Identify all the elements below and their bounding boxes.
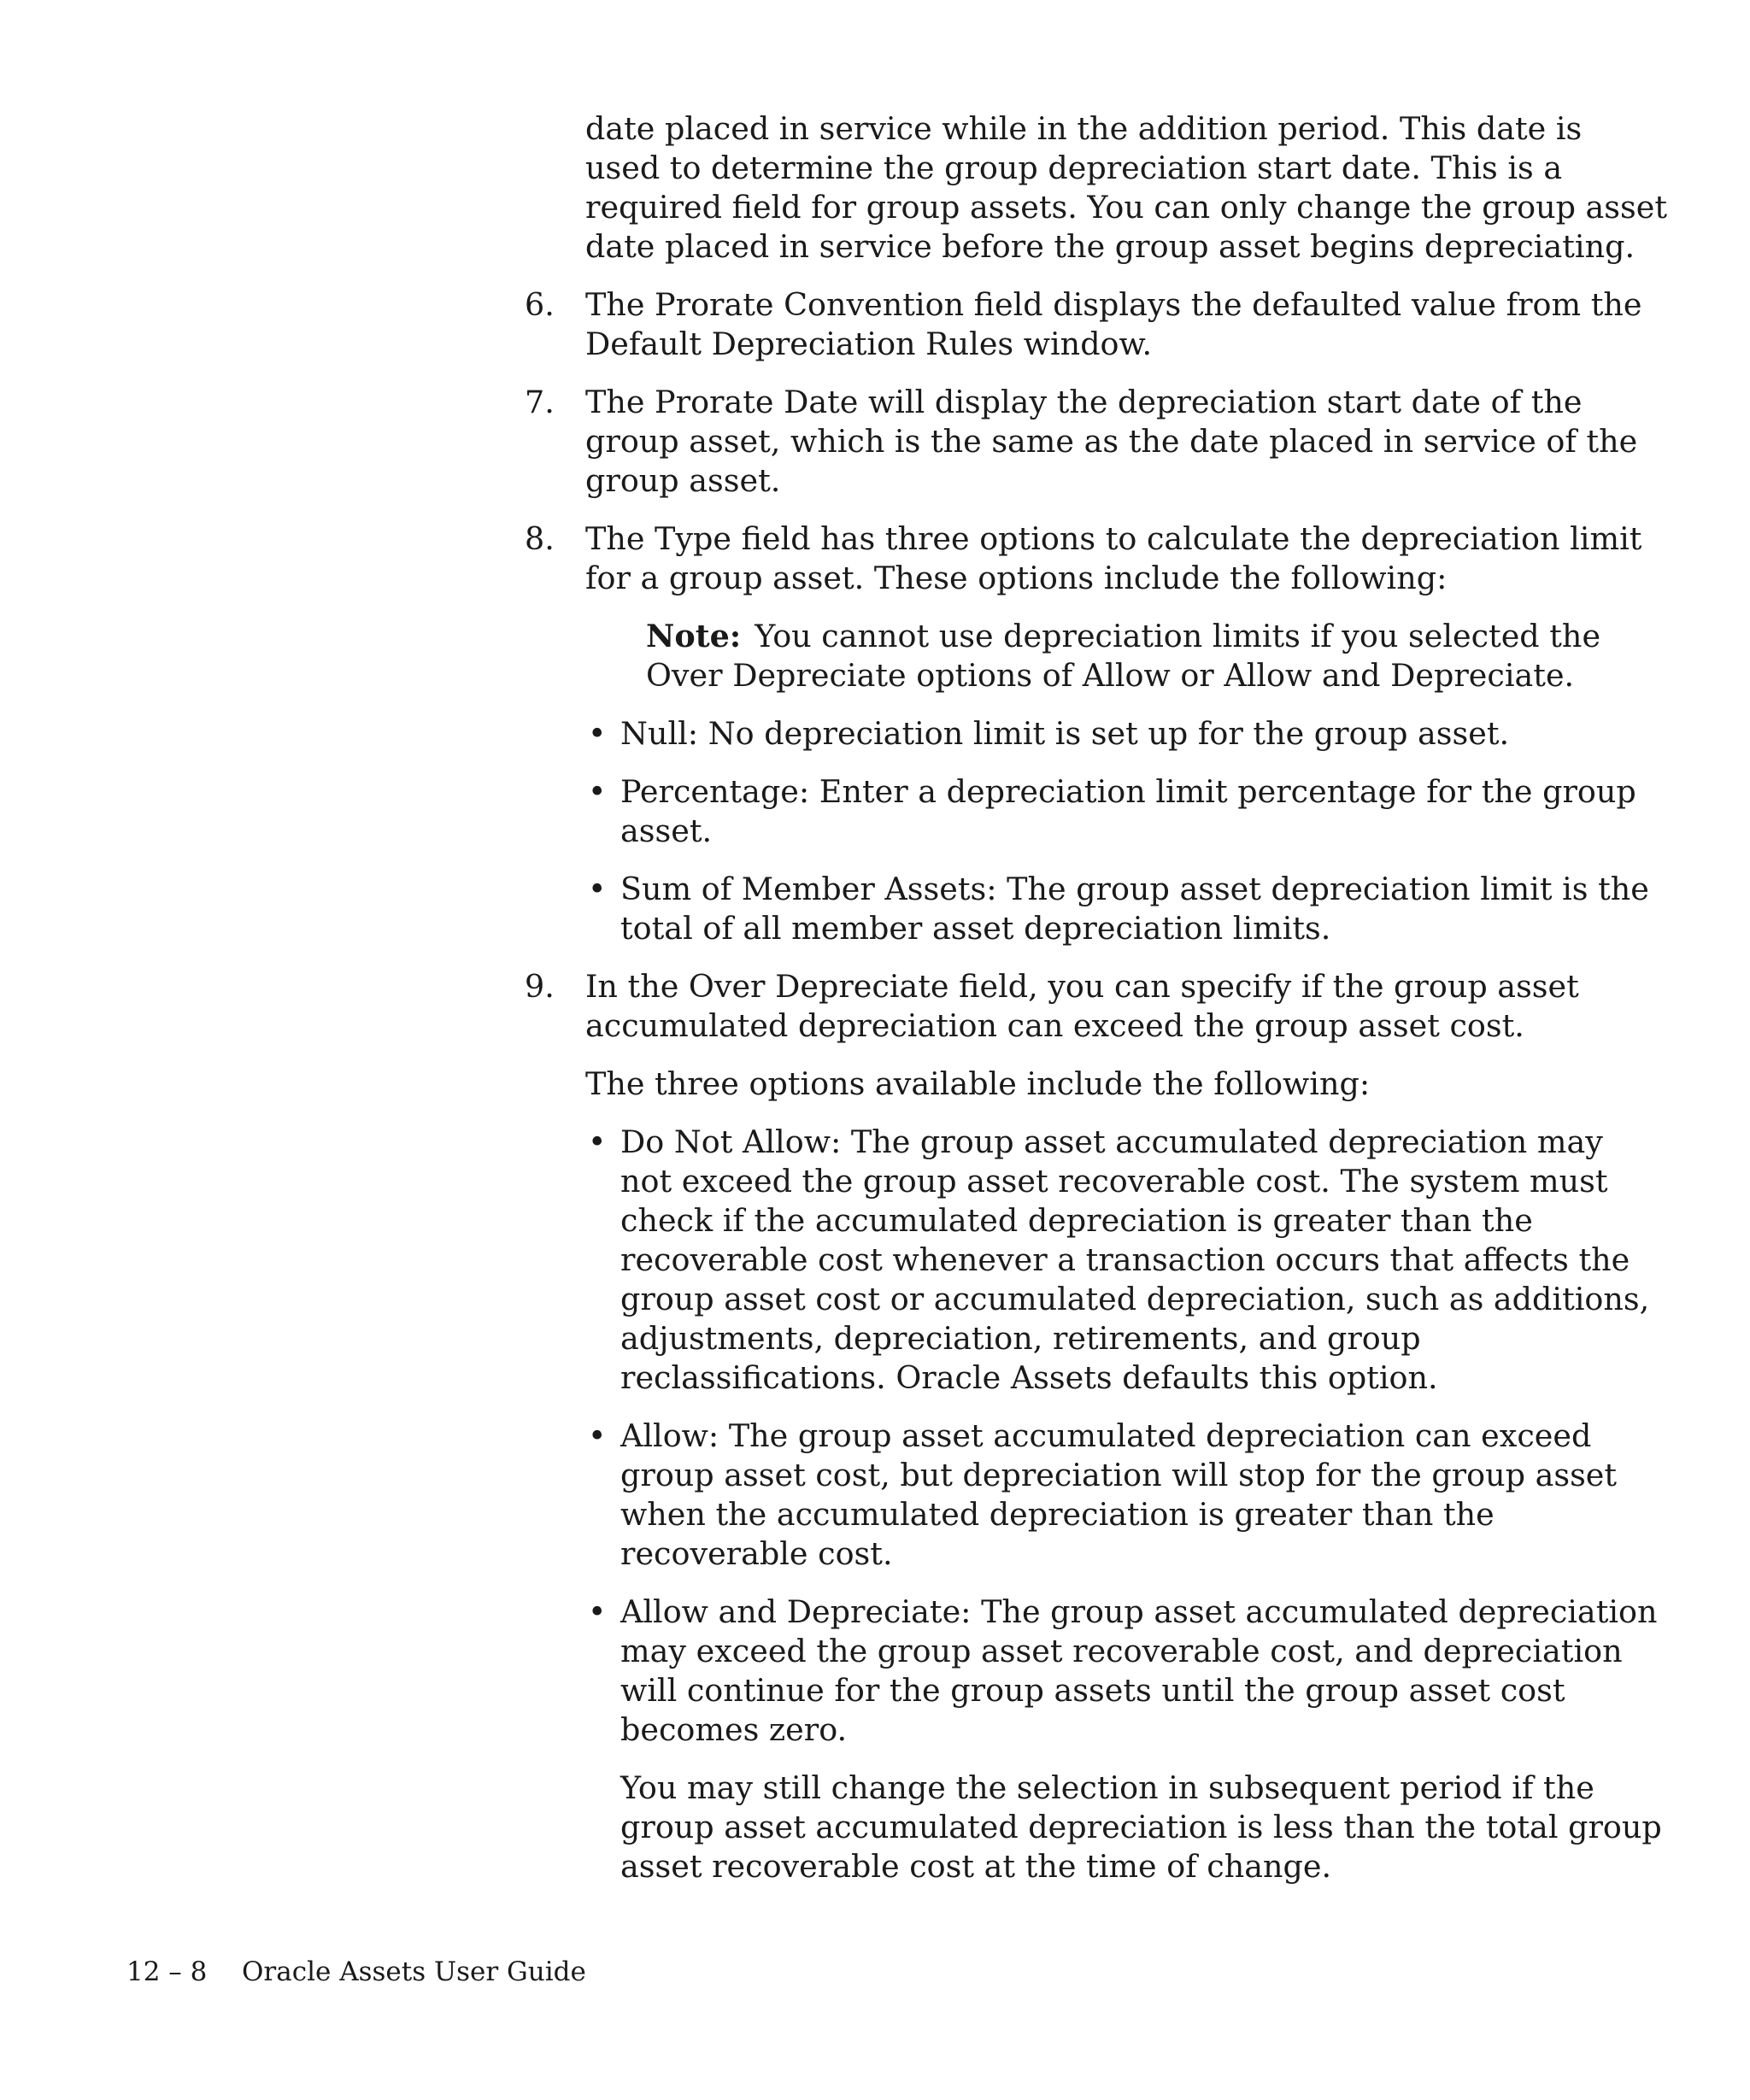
text-line: recoverable cost. bbox=[620, 1535, 893, 1572]
bullet-icon: • bbox=[588, 1417, 607, 1454]
text-line bbox=[646, 617, 1601, 656]
text-line: Allow and Depreciate: The group asset accumulated depreciation bbox=[620, 1593, 1658, 1630]
text-line: check if the accumulated depreciation is greater than the bbox=[620, 1202, 1533, 1239]
page-number: 12 – 8 bbox=[126, 1956, 208, 1987]
text-line: Default Depreciation Rules window. bbox=[585, 326, 1153, 362]
note-label: Note: bbox=[646, 618, 742, 654]
text-line: will continue for the group assets until the group asset cost bbox=[620, 1672, 1565, 1709]
text-line: group asset. bbox=[585, 462, 781, 499]
bullet-item-allow-and-depreciate bbox=[525, 1593, 1658, 1750]
text-line: Sum of Member Assets: The group asset depreciation limit is the bbox=[620, 871, 1649, 907]
text-line: date placed in service before the group asset begins depreciating. bbox=[585, 228, 1635, 265]
options-intro bbox=[585, 1065, 1576, 1104]
text-line: accumulated depreciation can exceed the group asset cost. bbox=[585, 1007, 1524, 1044]
step-7 bbox=[525, 383, 1638, 501]
text-line: date placed in service while in the addition period. This date is bbox=[585, 110, 1583, 147]
step-8 bbox=[525, 519, 1642, 598]
text-line: may exceed the group asset recoverable cost, and depreciation bbox=[620, 1633, 1623, 1669]
text-line: You may still change the selection in subsequent period if the bbox=[620, 1769, 1594, 1806]
page-body bbox=[525, 109, 1668, 1905]
text-line: asset. bbox=[620, 812, 713, 849]
page-footer bbox=[126, 1955, 586, 1989]
text-line: group asset cost or accumulated depreciation, such as additions, bbox=[620, 1281, 1650, 1317]
text-line: total of all member asset depreciation limits. bbox=[620, 910, 1331, 947]
text-line: recoverable cost whenever a transaction occurs that affects the bbox=[620, 1241, 1630, 1278]
text-line: group asset accumulated depreciation is less than the total group bbox=[620, 1809, 1662, 1845]
note-text: You cannot use depreciation limits if you selected the bbox=[755, 618, 1601, 654]
step-number: 7. bbox=[525, 384, 555, 420]
text-line: The three options available include the following: bbox=[585, 1065, 1371, 1102]
bullet-icon: • bbox=[588, 715, 607, 752]
text-line: not exceed the group asset recoverable cost. The system must bbox=[620, 1163, 1608, 1200]
text-line: adjustments, depreciation, retirements, and group bbox=[620, 1320, 1421, 1357]
bullet-icon: • bbox=[588, 1593, 607, 1630]
step-number: 6. bbox=[525, 286, 555, 323]
step-number: 9. bbox=[525, 968, 555, 1005]
text-line: Do Not Allow: The group asset accumulated depreciation may bbox=[620, 1123, 1603, 1160]
bullet-icon: • bbox=[588, 871, 607, 907]
closing-paragraph bbox=[620, 1769, 1662, 1886]
text-line: The Prorate Convention field displays the defaulted value from the bbox=[585, 286, 1642, 323]
text-line: The Type field has three options to calculate the depreciation limit bbox=[585, 520, 1642, 557]
text-line: group asset, which is the same as the date placed in service of the bbox=[585, 423, 1638, 460]
step-9 bbox=[525, 967, 1579, 1046]
text-line: In the Over Depreciate field, you can specify if the group asset bbox=[585, 968, 1579, 1005]
book-title: Oracle Assets User Guide bbox=[242, 1956, 586, 1987]
text-line: for a group asset. These options include the following: bbox=[585, 560, 1448, 596]
bullet-item-null bbox=[525, 714, 1576, 754]
text-line: Null: No depreciation limit is set up for the group asset. bbox=[620, 715, 1510, 752]
bullet-item-do-not-allow bbox=[525, 1123, 1650, 1398]
text-line: Percentage: Enter a depreciation limit percentage for the group bbox=[620, 773, 1636, 810]
step-number: 8. bbox=[525, 520, 555, 557]
text-line: asset recoverable cost at the time of change. bbox=[620, 1848, 1332, 1885]
text-line: used to determine the group depreciation start date. This is a bbox=[585, 150, 1563, 186]
bullet-icon: • bbox=[588, 773, 607, 810]
text-line: when the accumulated depreciation is greater than the bbox=[620, 1496, 1495, 1533]
intro-paragraph bbox=[585, 109, 1668, 267]
note-block bbox=[646, 617, 1601, 695]
bullet-item-percentage bbox=[525, 772, 1636, 851]
text-line: Allow: The group asset accumulated depreciation can exceed bbox=[620, 1417, 1592, 1454]
text-line: The Prorate Date will display the depreciation start date of the bbox=[585, 384, 1583, 420]
bullet-icon: • bbox=[588, 1123, 607, 1160]
text-line: Over Depreciate options of Allow or Allow and Depreciate. bbox=[646, 657, 1575, 694]
text-line: becomes zero. bbox=[620, 1711, 848, 1748]
text-line: group asset cost, but depreciation will stop for the group asset bbox=[620, 1457, 1618, 1493]
text-line: reclassifications. Oracle Assets defaults this option. bbox=[620, 1359, 1438, 1396]
text-line: required field for group assets. You can only change the group asset bbox=[585, 189, 1668, 226]
step-6 bbox=[525, 285, 1642, 364]
bullet-item-sum-of-member-assets bbox=[525, 870, 1649, 948]
bullet-item-allow bbox=[525, 1417, 1618, 1574]
